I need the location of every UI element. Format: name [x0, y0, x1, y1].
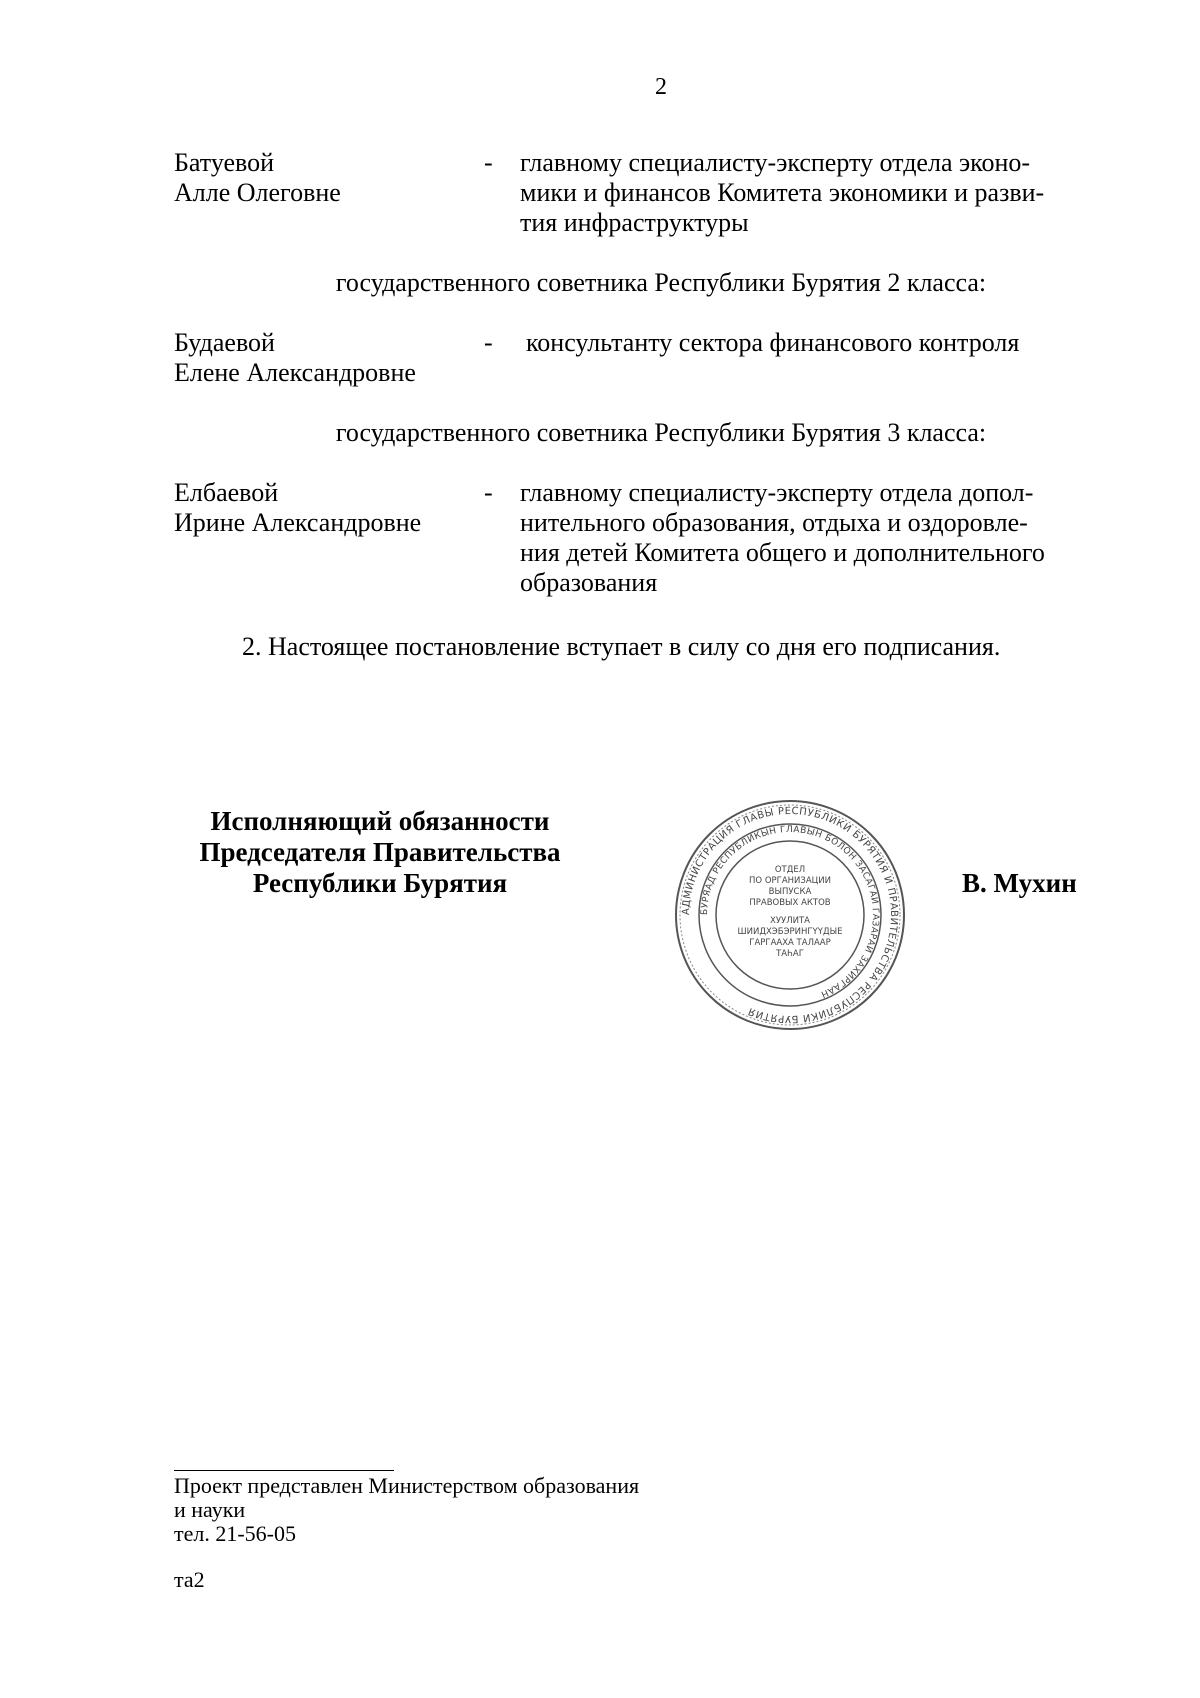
official-seal [660, 800, 920, 1030]
appointee-1-duty [520, 148, 1095, 238]
footnote-line-1: Проект представлен Министерством образования [174, 1473, 640, 1498]
seal-center-line: ОТДЕЛ [774, 865, 806, 875]
signer-title-line-2: Председателя Правительства [199, 837, 561, 867]
seal-center-line: ХУУЛИТА [770, 916, 810, 926]
duty-line: тия инфраструктуры [520, 208, 749, 237]
seal-center-line: ШИИДХЭБЭРИНГҮҮДЫЕ [737, 927, 843, 937]
seal-center-line: ПО ОРГАНИЗАЦИИ [749, 876, 831, 886]
signer-name: В. Мухин [962, 868, 1077, 898]
appointee-2-given-names: Елене Александровне [174, 358, 416, 387]
class-heading-3: государственного советника Республики Бурятия 3 класса: [335, 418, 987, 447]
duty-line: нительного образования, отдыха и оздоровле- [520, 508, 1028, 537]
seal-center-line: ГАРГААХА ТАЛААР [749, 938, 831, 948]
seal-outer-text: АДМИНИСТРАЦИЯ ГЛАВЫ РЕСПУБЛИКИ БУРЯТИЯ И ПРАВИТЕЛЬСТВА РЕСПУБЛИКИ БУРЯТИЯ [680, 805, 900, 1025]
appointee-2-dash: - [484, 328, 493, 357]
footnote-rule [174, 1470, 394, 1471]
signer-title-line-1: Исполняющий обязанности [210, 806, 550, 836]
duty-line: ния детей Комитета общего и дополнительного [520, 538, 1045, 567]
appointee-2-duty: консультанту сектора финансового контроля [526, 328, 1020, 357]
duty-line: главному специалисту-эксперту отдела эконо- [520, 148, 1031, 177]
duty-line: главному специалисту-эксперту отдела допол- [520, 478, 1034, 507]
footnote-line-3: тел. 21-56-05 [174, 1521, 297, 1546]
seal-center-line: ПРАВОВЫХ АКТОВ [749, 898, 831, 908]
appointee-3-dash: - [484, 478, 493, 507]
appointee-3-duty [520, 478, 1095, 598]
document-code: та2 [174, 1567, 205, 1592]
seal-inner-text: БУРЯАД РЕСПУБЛИКЫН ГЛАВЫН БОЛОН ЗАСАГАЙ ГАЗАРАЙ ЗАХИРГААН [699, 824, 881, 999]
clause-2: 2. Настоящее постановление вступает в силу со дня его подписания. [242, 632, 1001, 661]
appointee-3-surname: Елбаевой [174, 478, 279, 507]
footnote-line-2: и науки [174, 1497, 246, 1522]
appointee-2-surname: Будаевой [174, 328, 275, 357]
page-number: 2 [655, 74, 667, 100]
duty-line: мики и финансов Комитета экономики и разви- [520, 178, 1045, 207]
appointee-1-surname: Батуевой [174, 148, 275, 177]
seal-center-line: ТАҺАГ [776, 949, 804, 959]
appointee-1-dash: - [484, 148, 493, 177]
appointee-1-given-names: Алле Олеговне [174, 178, 341, 207]
seal-center-line: ВЫПУСКА [768, 887, 812, 897]
signer-title-line-3: Республики Бурятия [252, 868, 508, 898]
appointee-3-given-names: Ирине Александровне [174, 508, 422, 537]
svg-text:АДМИНИСТРАЦИЯ ГЛАВЫ РЕСПУБЛИКИ [681, 806, 899, 1024]
class-heading-2: государственного советника Республики Бурятия 2 класса: [335, 268, 987, 297]
duty-line: образования [520, 568, 658, 597]
